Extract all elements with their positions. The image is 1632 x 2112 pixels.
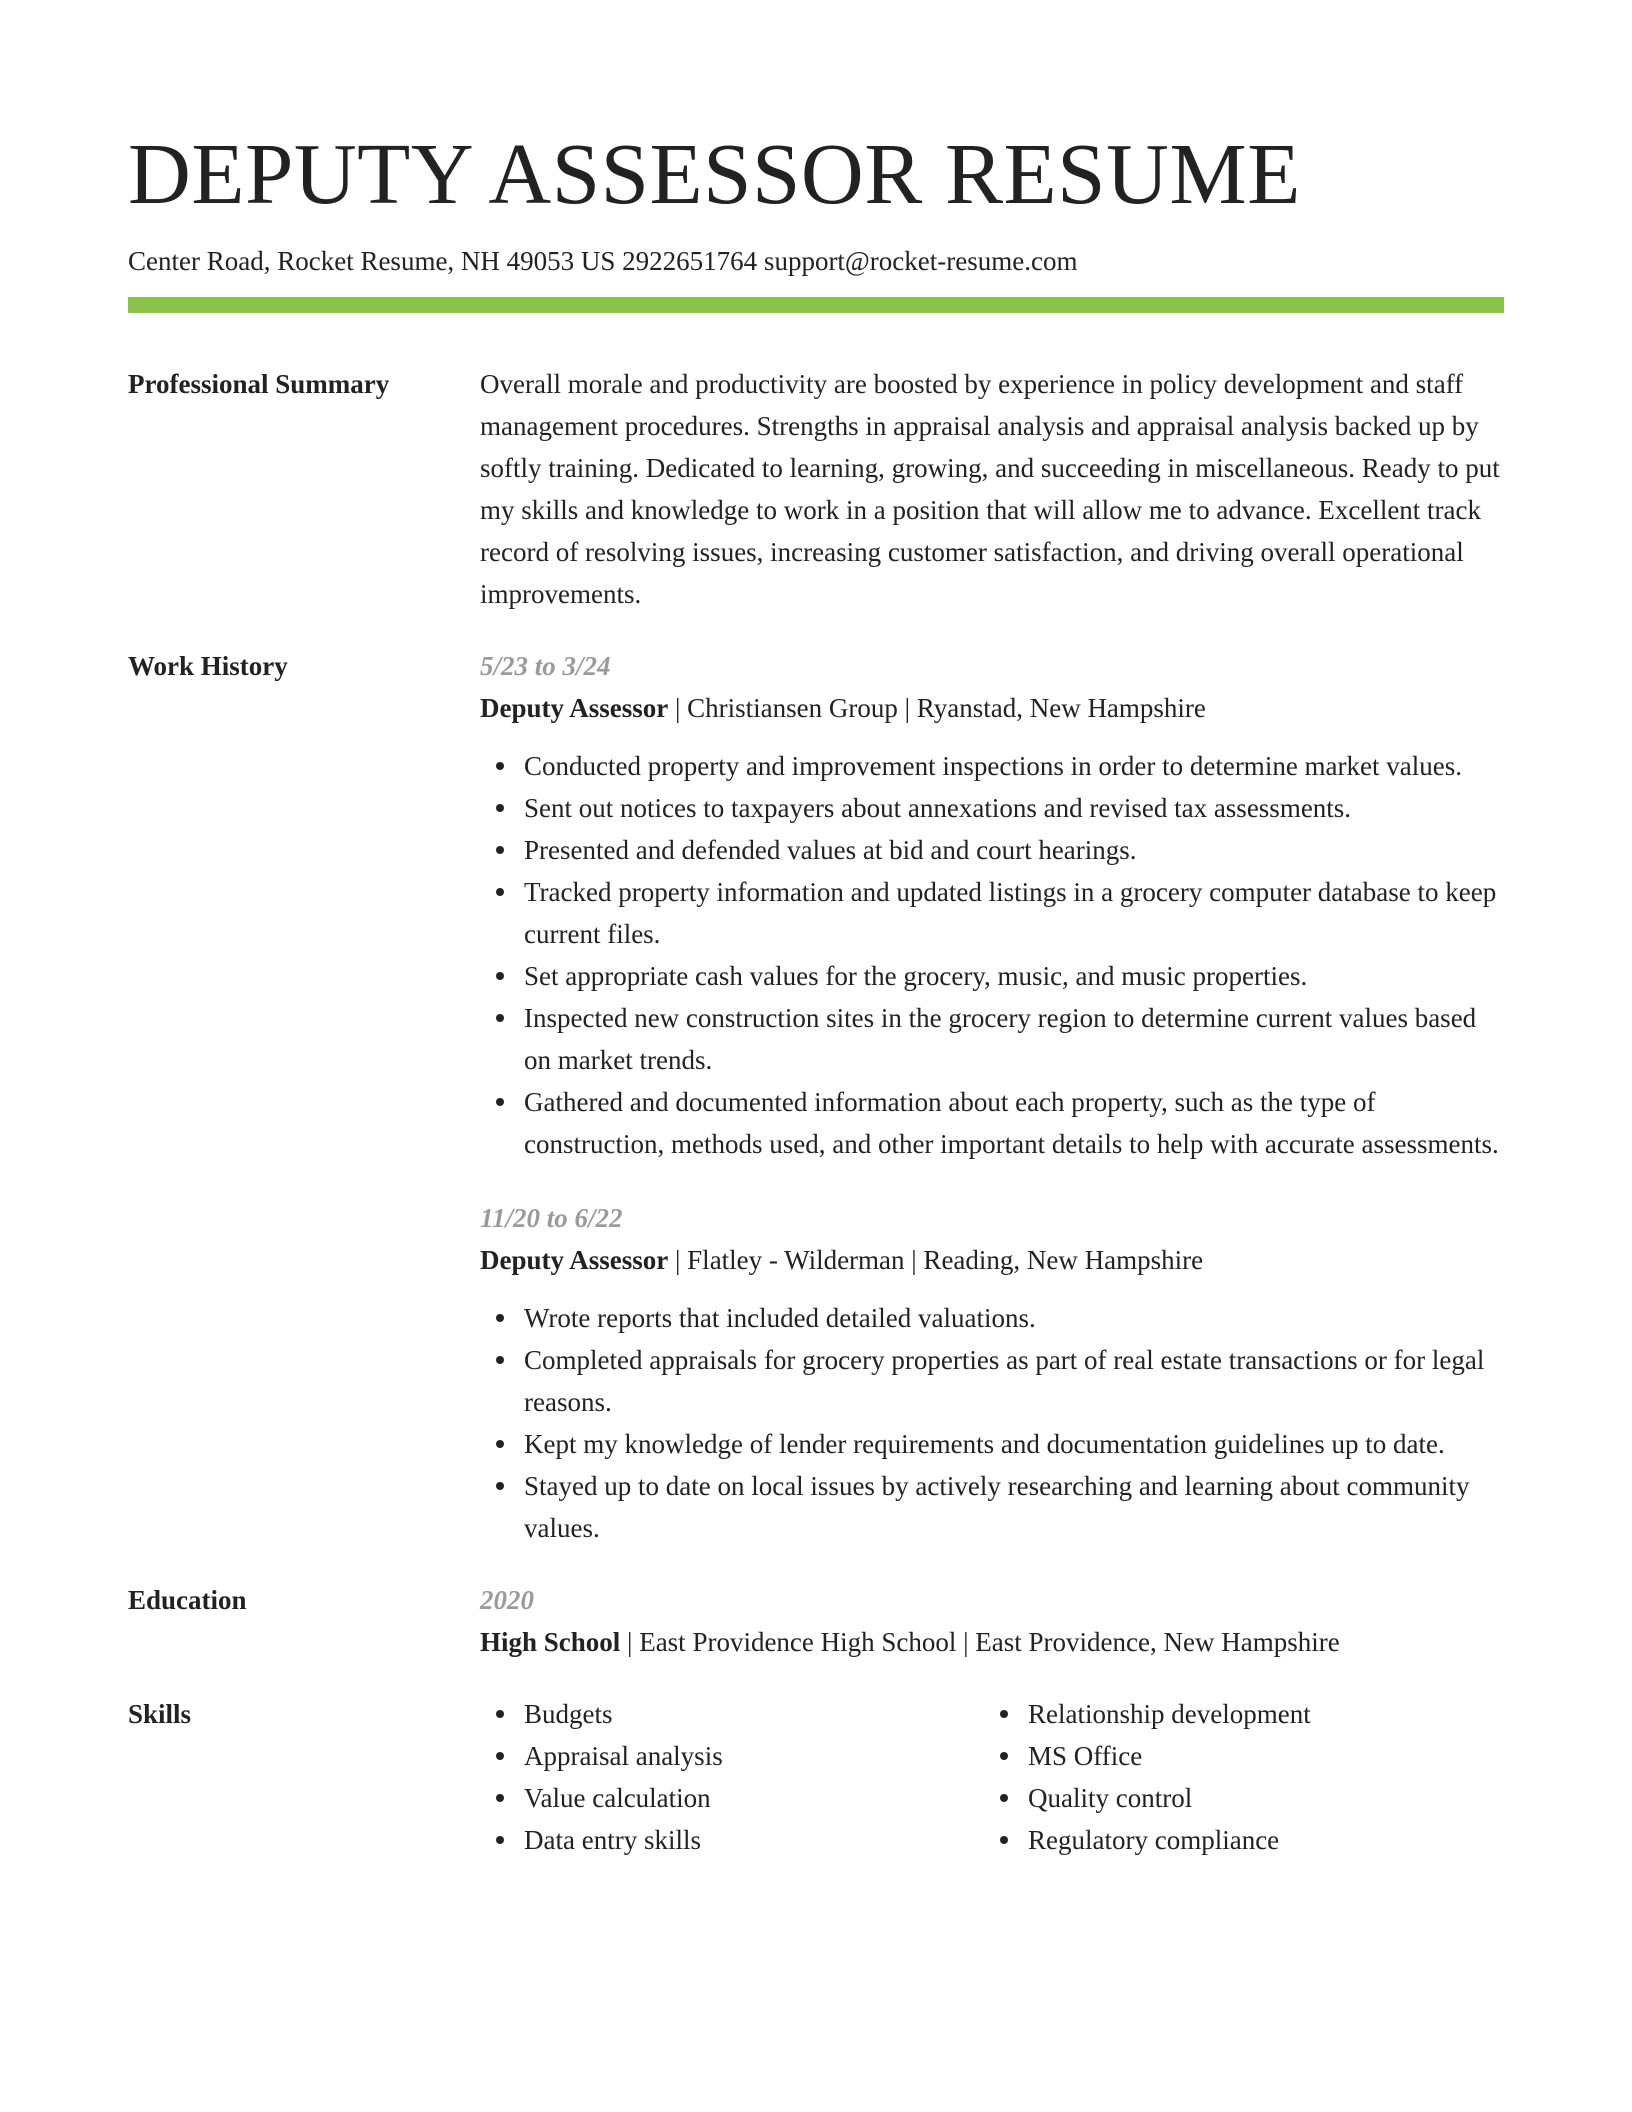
job-bullet: Tracked property information and updated listings in a grocery computer database to keep current files. [480, 871, 1504, 955]
skill-item: Appraisal analysis [480, 1735, 984, 1777]
work-history-section [128, 645, 1504, 1549]
work-history-body [480, 645, 1504, 1549]
education-section [128, 1579, 1504, 1663]
job-title: Deputy Assessor [480, 693, 669, 723]
job-role-line [480, 1239, 1504, 1281]
header-accent-rule [128, 297, 1504, 313]
job-entry [480, 645, 1504, 1165]
work-history-label: Work History [128, 651, 288, 681]
summary-section [128, 363, 1504, 615]
skills-column-left [480, 1693, 984, 1861]
skills-label: Skills [128, 1699, 192, 1729]
skills-section [128, 1693, 1504, 1861]
education-line [480, 1621, 1504, 1663]
skill-item: MS Office [984, 1735, 1488, 1777]
skill-item: Value calculation [480, 1777, 984, 1819]
job-bullet: Presented and defended values at bid and court hearings. [480, 829, 1504, 871]
skill-item: Relationship development [984, 1693, 1488, 1735]
summary-text: Overall morale and productivity are boosted by experience in policy development and staff management procedures. Strengths in appraisal analysis and appraisal analysis backed up by softly training. Dedicated to learning, growing, and succeeding in miscellaneous. Ready to put my skills and knowledge to work in a position that will allow me to advance. Excellent track record of resolving issues, increasing customer satisfaction, and driving overall operational improvements. [480, 369, 1500, 609]
job-details: | Christiansen Group | Ryanstad, New Hampshire [668, 693, 1206, 723]
job-bullets [480, 1297, 1504, 1549]
job-dates: 5/23 to 3/24 [480, 651, 611, 681]
education-dates: 2020 [480, 1585, 534, 1615]
education-details: | East Providence High School | East Providence, New Hampshire [620, 1627, 1340, 1657]
job-role-line [480, 687, 1504, 729]
job-bullet: Kept my knowledge of lender requirements and documentation guidelines up to date. [480, 1423, 1504, 1465]
education-body [480, 1579, 1504, 1663]
job-bullet: Set appropriate cash values for the grocery, music, and music properties. [480, 955, 1504, 997]
summary-label: Professional Summary [128, 369, 390, 399]
job-bullet: Conducted property and improvement inspections in order to determine market values. [480, 745, 1504, 787]
resume-title: DEPUTY ASSESSOR RESUME [128, 125, 1301, 222]
job-dates: 11/20 to 6/22 [480, 1203, 623, 1233]
contact-line: Center Road, Rocket Resume, NH 49053 US 2922651764 support@rocket-resume.com [128, 246, 1078, 276]
job-bullet: Gathered and documented information about each property, such as the type of construction, methods used, and other important details to help with accurate assessments. [480, 1081, 1504, 1165]
job-entry [480, 1197, 1504, 1549]
job-title: Deputy Assessor [480, 1245, 669, 1275]
education-label: Education [128, 1585, 247, 1615]
education-degree: High School [480, 1627, 621, 1657]
job-bullet: Sent out notices to taxpayers about annexations and revised tax assessments. [480, 787, 1504, 829]
job-bullet: Completed appraisals for grocery properties as part of real estate transactions or for legal reasons. [480, 1339, 1504, 1423]
job-details: | Flatley - Wilderman | Reading, New Hampshire [668, 1245, 1204, 1275]
skills-grid [480, 1693, 1504, 1861]
skill-item: Regulatory compliance [984, 1819, 1488, 1861]
skill-item: Budgets [480, 1693, 984, 1735]
skills-column-right [984, 1693, 1488, 1861]
job-bullet: Inspected new construction sites in the grocery region to determine current values based on market trends. [480, 997, 1504, 1081]
job-bullet: Stayed up to date on local issues by actively researching and learning about community values. [480, 1465, 1504, 1549]
skill-item: Data entry skills [480, 1819, 984, 1861]
skill-item: Quality control [984, 1777, 1488, 1819]
job-bullet: Wrote reports that included detailed valuations. [480, 1297, 1504, 1339]
job-bullets [480, 745, 1504, 1165]
